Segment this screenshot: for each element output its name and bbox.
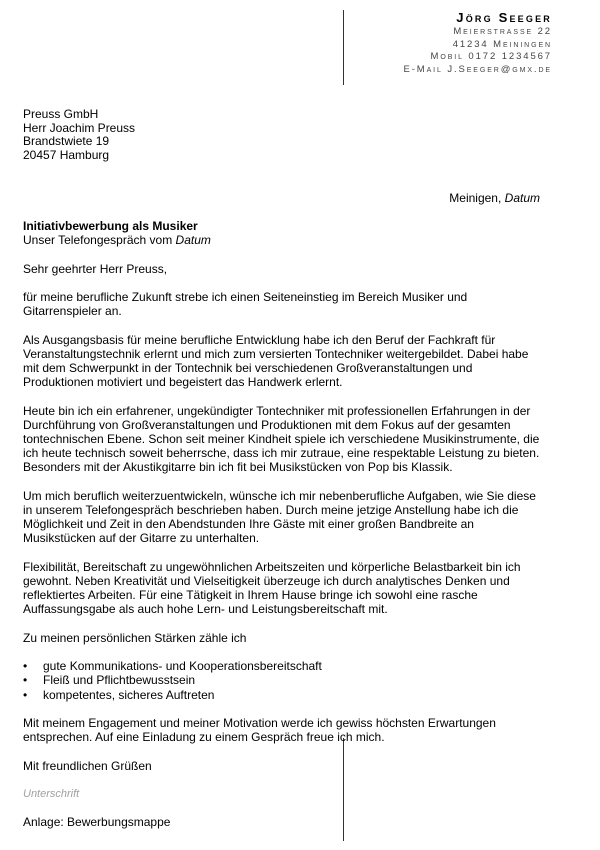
strength-text: Fleiß und Pflichtbewusstsein — [43, 673, 196, 688]
list-item — [23, 659, 543, 674]
divider-line-top — [343, 10, 344, 85]
date-place: Meinigen, — [449, 191, 505, 205]
subject-reference: Unser Telefongespräch vom — [23, 233, 176, 248]
attachment: Anlage: Bewerbungsmappe — [23, 815, 171, 830]
paragraph-2: Als Ausgangsbasis für meine berufliche Entwicklung habe ich den Beruf der Fachkraft für Veranstaltungstechnik erlernt und mich zum versierten Tontechniker weitergebildet. Dabei habe mit dem Schwerpunkt in der Tontechnik bei verschiedenen Großveranstaltungen und Produktionen motiviert und begeistert das Handwerk erlernt. — [23, 332, 529, 390]
sender-mobile: Mobil 0172 1234567 — [430, 51, 552, 62]
bullet-icon: • — [23, 687, 28, 702]
recipient-person: Herr Joachim Preuss — [23, 120, 136, 135]
recipient-city: 20457 Hamburg — [23, 147, 110, 162]
salutation: Sehr geehrter Herr Preuss, — [23, 261, 168, 276]
letter-body — [23, 219, 543, 844]
strength-text: kompetentes, sicheres Auftreten — [43, 687, 215, 702]
recipient-street: Brandstwiete 19 — [23, 134, 110, 148]
recipient-address — [23, 108, 135, 162]
subject-title: Initiativbewerbung als Musiker — [23, 219, 198, 233]
strengths-list — [23, 659, 543, 702]
sender-street: Meierstrasse 22 — [453, 26, 552, 37]
recipient-company: Preuss GmbH — [23, 107, 99, 121]
closing-paragraph: Mit meinem Engagement und meiner Motivation werde ich gewiss höchsten Erwartungen entsprechen. Auf eine Einladung zu einem Gespräch freue ich mich. — [23, 715, 496, 745]
paragraph-5: Flexibilität, Bereitschaft zu ungewöhnlichen Arbeitszeiten und körperliche Belastbarkeit bin ich gewohnt. Neben Kreativität und Vielseitigkeit überzeuge ich durch analytisches Denken und reflektiertes Arbeiten. Für eine Tätigkeit in Ihrem Hause bringe ich sowohl eine rasche Auffassungsgabe als auch hohe Lern- und Leistungsbereitschaft mit. — [23, 559, 521, 617]
sender-email: E-Mail J.Seeger@gmx.de — [403, 63, 552, 75]
list-item — [23, 687, 543, 702]
sender-block — [403, 10, 552, 76]
bullet-icon: • — [23, 673, 28, 688]
bullet-icon: • — [23, 659, 28, 674]
date-line — [449, 191, 540, 205]
subject-reference-date: Datum — [175, 233, 211, 248]
sender-name: Jörg Seeger — [456, 10, 552, 25]
strength-text: gute Kommunikations- und Kooperationsbereitschaft — [43, 659, 322, 674]
list-item — [23, 673, 543, 688]
sender-city: 41234 Meiningen — [452, 38, 552, 50]
subject-block — [23, 219, 543, 247]
strengths-intro: Zu meinen persönlichen Stärken zähle ich — [23, 630, 247, 645]
paragraph-3: Heute bin ich ein erfahrener, ungekündigter Tontechniker mit professionellen Erfahrungen in der Durchführung von Großveranstaltungen und Produktionen mit dem Fokus auf der gesamten tontechnischen Ebene. Schon seit meiner Kindheit spiele ich verschiedene Musikinstrumente, die ich heute technisch soweit beherrsche, dass ich mir zutraue, eine respektable Leistung zu bieten. Besonders mit der Akustikgitarre bin ich fit bei Musikstücken von Pop bis Klassik. — [23, 403, 540, 475]
signature-placeholder: Unterschrift — [23, 787, 80, 800]
closing: Mit freundlichen Grüßen — [23, 758, 152, 773]
paragraph-1: für meine berufliche Zukunft strebe ich einen Seiteneinstieg im Bereich Musiker und Gitarrenspieler an. — [23, 289, 468, 319]
paragraph-4: Um mich beruflich weiterzuentwickeln, wünsche ich mir nebenberufliche Aufgaben, wie Sie diese in unserem Telefongespräch beschrieben haben. Durch meine jetzige Anstellung habe ich die Möglichkeit und Zeit in den Abendstunden Ihre Gäste mit einer großen Bandbreite an Musikstücken auf der Gitarre zu unterhalten. — [23, 488, 536, 546]
date-value: Datum — [504, 191, 540, 205]
